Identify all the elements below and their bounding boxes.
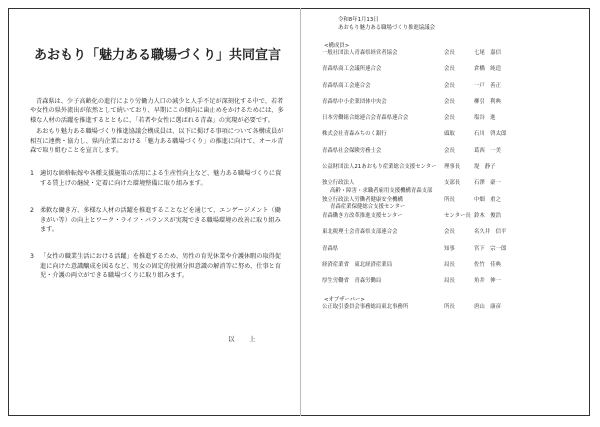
signatory-row (318, 197, 583, 213)
signatory-name: 唐山 康彦 (474, 304, 501, 311)
organization-name: 経済産業省 東北経済産業局 (322, 261, 393, 268)
organization-name: 公正取引委員会事務総局東北事務所 (322, 304, 409, 311)
declaration-body (30, 97, 285, 155)
signatory-title: 局長 (444, 261, 455, 268)
signatory-organization (318, 66, 444, 73)
signatory-title: 会長 (444, 50, 455, 56)
signatory-organization (318, 99, 444, 106)
signatory-organization (318, 50, 444, 57)
signatory-organization (318, 131, 444, 138)
signatory-row (318, 262, 583, 278)
declaration-item (30, 169, 285, 188)
declaration-title: あおもり「魅力ある職場づくり」共同宣言 (33, 48, 281, 63)
signatory-title: 会長 (444, 115, 455, 122)
signatory-organization (318, 229, 444, 236)
signatory-title: 支部長 (444, 180, 461, 187)
organization-name: 青森県 (322, 245, 339, 252)
signatory-name: 宮下 宗一郎 (474, 245, 507, 252)
declaration-items (30, 169, 285, 280)
organization-name: 青森働き方改革推進支援センター (322, 212, 403, 219)
signatory-name: 倉橋 純造 (474, 66, 501, 73)
signatory-row (318, 246, 583, 262)
organization-name: 青森県商工会議所連合会 (322, 66, 382, 73)
declaration-item (30, 252, 285, 280)
signatory-title: 理事長 (444, 164, 461, 171)
members-heading: <構成員> (324, 43, 350, 49)
signatory-organization (318, 180, 444, 195)
organization-name: 独立行政法人労働者健康安全機構 (322, 196, 403, 203)
closing-mark: 以 上 (228, 335, 260, 343)
signatory-organization (318, 213, 444, 220)
signatory-title: 局長 (444, 278, 455, 285)
signatory-row (318, 278, 583, 294)
signatory-organization (318, 164, 444, 171)
signatory-name: 角井 伸一 (474, 278, 501, 285)
signatory-name: 一戸 善正 (474, 82, 501, 89)
organization-name: 青森県中小企業団体中央会 (322, 98, 387, 105)
signatory-title: 知事 (444, 245, 455, 252)
members-list (318, 50, 583, 294)
observers-heading: <オブザーバー> (324, 297, 365, 304)
signatory-row (318, 180, 583, 196)
organization-name: 日本労働組合総連合会青森県連合会 (322, 115, 409, 122)
organization-name: 株式会社青森みちのく銀行 (322, 131, 387, 138)
signatory-organization (318, 197, 444, 212)
signatory-name: 佐竹 佳典 (474, 261, 501, 268)
signatory-organization (318, 304, 444, 311)
item-number: 1 (30, 170, 34, 178)
declaration-paragraph: あおもり魅力ある職場づくり推進協議会構成員は、以下に掲げる事項について各構成員が相互に連携・協力し、県内企業における「魅力ある職場づくり」の推進に向けて、オール青森で取り組むことを宣言します。 (30, 128, 284, 155)
item-text: 柔軟な働き方、多様な人材の活躍を推進することなどを通じて、エンゲージメント（働きがい等）の向上とワーク・ライフ・バランスが実現できる職場環境の改善に取り組みます。 (40, 207, 281, 234)
signatory-row (318, 50, 583, 66)
item-text: 適切な価格転嫁や各種支援施策の活用による生産性向上など、魅力ある職場づくりに資する賃上げの継続・定着に向けた環境整備に取り組みます。 (40, 170, 282, 187)
item-number: 2 (30, 207, 34, 215)
signatory-organization (318, 83, 444, 90)
organization-subdivision: 青森産業保健総合支援センター (330, 204, 406, 211)
signatory-row (318, 66, 583, 82)
signatory-name: 堤 静子 (474, 164, 496, 171)
signatory-organization (318, 246, 444, 253)
signatory-name: 名久井 信平 (474, 229, 507, 236)
signatory-title: 所長 (444, 304, 455, 311)
signatory-title: 所長 (444, 196, 455, 203)
signatory-title: 会長 (444, 229, 455, 236)
observers-list (318, 304, 583, 320)
signatory-title: 会長 (444, 147, 455, 154)
signatory-name: 中畑 重之 (474, 196, 501, 203)
organization-name: 青森県社会保険労務士会 (322, 147, 382, 154)
signatory-title: 会長 (444, 82, 455, 89)
signatory-row (318, 83, 583, 99)
signatory-title: 頭取 (444, 131, 455, 138)
declaration-item (30, 206, 285, 234)
declaration-paragraph: 青森県は、少子高齢化の進行により労働力人口の減少と人手不足が深刻化する中で、若者や女性の県外流出が依然として続いており、早期にこの傾向に歯止めをかけるためには、多様な人材の活躍を推進するとともに、「若者や女性に選ばれる青森」の実現が必要です。 (30, 98, 284, 124)
item-number: 3 (30, 253, 34, 261)
signatory-row (318, 304, 583, 320)
organization-name: 一般社団法人青森県経営者協会 (322, 50, 398, 56)
signatory-row (318, 99, 583, 115)
page-divider (300, 8, 301, 416)
declaration-page (30, 30, 285, 299)
signatory-name: 鈴木 俊浩 (474, 212, 501, 219)
signatory-row (318, 229, 583, 245)
signatory-row (318, 213, 583, 229)
organization-name: 厚生労働省 青森労働局 (322, 278, 382, 285)
signatory-row (318, 131, 583, 147)
signatory-name: 柳引 利典 (474, 98, 501, 105)
organization-subdivision: 高齢・障害・求職者雇用支援機構青森支部 (330, 187, 433, 194)
organization-name: 独立行政法人 (322, 180, 355, 187)
organization-name: 公益財団法人21あおもり産業総合支援センター (322, 164, 437, 171)
declaration-date: 令和8年1月13日 (338, 17, 379, 23)
signatory-name: 葛西 一美 (474, 147, 501, 154)
signatory-name: 七尾 嘉信 (474, 50, 501, 56)
signatory-row (318, 164, 583, 180)
signatory-name: 塩谷 進 (474, 115, 496, 122)
item-text: 「女性の職業生活における活躍」を推進するため、男性の育児休業や介護休暇の取得促進に向けた意識醸成を図るなど、男女の固定的役割分担意識の解消等に努め、仕事と育児・介護の両立ができる職場づくりに取り組みます。 (40, 253, 282, 280)
signatory-row (318, 148, 583, 164)
association-name: あおもり魅力ある職場づくり推進協議会 (338, 25, 436, 31)
signatory-title: 会長 (444, 98, 455, 105)
signatories-page (318, 16, 583, 321)
signatory-organization (318, 278, 444, 285)
signatory-name: 石澤 豪一 (474, 180, 501, 187)
signatory-organization (318, 115, 444, 122)
organization-name: 青森県商工会連合会 (322, 82, 371, 89)
signatory-title: センター長 (444, 212, 471, 219)
signatory-title: 会長 (444, 66, 455, 73)
signatory-name: 石川 啓太郎 (474, 131, 507, 138)
signatory-organization (318, 148, 444, 155)
organization-name: 東北税理士会青森県支部連合会 (322, 229, 398, 236)
signatory-row (318, 115, 583, 131)
signatory-organization (318, 262, 444, 269)
